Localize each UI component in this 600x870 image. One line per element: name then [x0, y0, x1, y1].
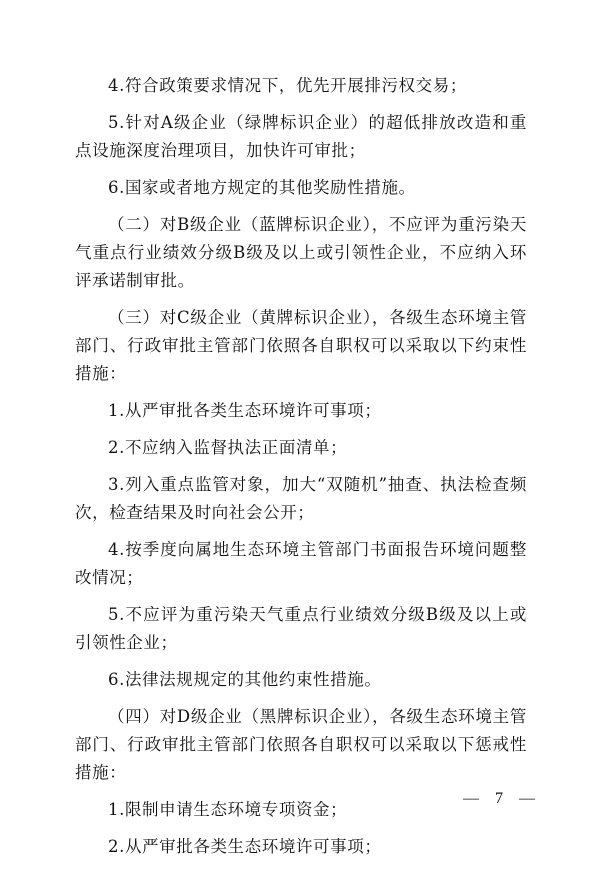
paragraph-6: 1.从严审批各类生态环境许可事项；	[108, 401, 382, 420]
paragraph-3: 6.国家或者地方规定的其他奖励性措施。	[108, 178, 416, 197]
page-number: — 7 —	[463, 790, 541, 807]
paragraph-12: （四）对D级企业（黑牌标识企业），各级生态环境主管部门、行政审批主管部门依照各自职权可以采取以下惩戒性措施：	[75, 707, 527, 782]
paragraph-11: 6.法律法规规定的其他约束性措施。	[108, 670, 382, 689]
paragraph-9: 4.按季度向属地生态环境主管部门书面报告环境问题整改情况；	[75, 540, 527, 587]
paragraph-4: （二）对B级企业（蓝牌标识企业），不应评为重污染天气重点行业绩效分级B级及以上或引领性企业，不应纳入环评承诺制审批。	[75, 215, 527, 290]
paragraph-14: 2.从严审批各类生态环境许可事项；	[108, 837, 382, 856]
paragraph-10: 5.不应评为重污染天气重点行业绩效分级B级及以上或引领性企业；	[75, 605, 527, 652]
paragraph-13: 1.限制申请生态环境专项资金；	[108, 800, 348, 819]
paragraph-5: （三）对C级企业（黄牌标识企业），各级生态环境主管部门、行政审批主管部门依照各自职权可以采取以下约束性措施：	[75, 308, 527, 383]
paragraph-8: 3.列入重点监管对象，加大“双随机”抽查、执法检查频次，检查结果及时向社会公开；	[75, 475, 527, 522]
paragraph-2: 5.针对A级企业（绿牌标识企业）的超低排放改造和重点设施深度治理项目，加快许可审批；	[75, 113, 527, 160]
document-body	[75, 72, 527, 870]
paragraph-1: 4.符合政策要求情况下，优先开展排污权交易；	[108, 76, 467, 95]
paragraph-7: 2.不应纳入监督执法正面清单；	[108, 438, 348, 457]
